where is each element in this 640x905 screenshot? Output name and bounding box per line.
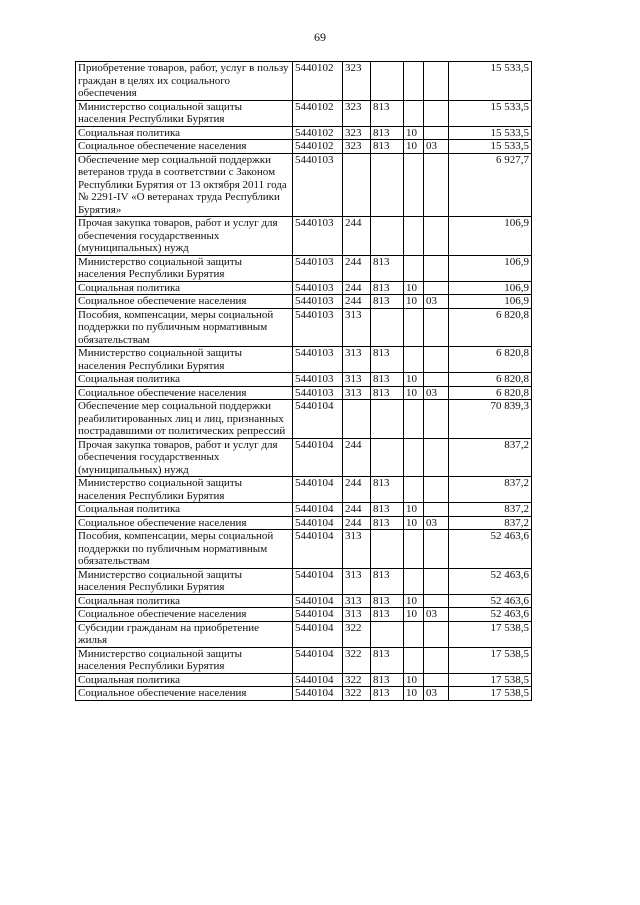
- subsection-cell: [424, 217, 449, 256]
- administrator-cell: 813: [371, 100, 404, 126]
- amount-cell: 70 839,3: [449, 400, 532, 439]
- administrator-cell: 813: [371, 477, 404, 503]
- administrator-cell: [371, 153, 404, 217]
- section-cell: 10: [404, 687, 424, 701]
- administrator-cell: 813: [371, 608, 404, 622]
- row-name-cell: Социальная политика: [76, 503, 293, 517]
- section-cell: 10: [404, 373, 424, 387]
- subsection-cell: [424, 673, 449, 687]
- target-article-cell: 5440103: [293, 295, 343, 309]
- administrator-cell: 813: [371, 347, 404, 373]
- subsection-cell: [424, 568, 449, 594]
- table-row: [76, 594, 532, 608]
- expense-type-cell: 323: [343, 100, 371, 126]
- target-article-cell: 5440103: [293, 281, 343, 295]
- target-article-cell: 5440104: [293, 647, 343, 673]
- amount-cell: 17 538,5: [449, 647, 532, 673]
- amount-cell: 6 820,8: [449, 373, 532, 387]
- section-cell: 10: [404, 126, 424, 140]
- amount-cell: 106,9: [449, 255, 532, 281]
- row-name-cell: Социальное обеспечение населения: [76, 140, 293, 154]
- table-row: [76, 477, 532, 503]
- table-row: [76, 503, 532, 517]
- amount-cell: 6 820,8: [449, 308, 532, 347]
- table-row: [76, 62, 532, 101]
- subsection-cell: [424, 594, 449, 608]
- target-article-cell: 5440102: [293, 126, 343, 140]
- row-name-cell: Социальное обеспечение населения: [76, 295, 293, 309]
- row-name-cell: Пособия, компенсации, меры социальной поддержки по публичным нормативным обязательствам: [76, 530, 293, 569]
- expense-type-cell: [343, 400, 371, 439]
- administrator-cell: [371, 308, 404, 347]
- target-article-cell: 5440103: [293, 217, 343, 256]
- section-cell: 10: [404, 673, 424, 687]
- subsection-cell: 03: [424, 295, 449, 309]
- amount-cell: 15 533,5: [449, 126, 532, 140]
- expense-type-cell: 313: [343, 347, 371, 373]
- section-cell: [404, 438, 424, 477]
- amount-cell: 837,2: [449, 516, 532, 530]
- expense-type-cell: 244: [343, 477, 371, 503]
- administrator-cell: [371, 438, 404, 477]
- section-cell: 10: [404, 503, 424, 517]
- amount-cell: 837,2: [449, 477, 532, 503]
- table-row: [76, 386, 532, 400]
- subsection-cell: [424, 503, 449, 517]
- target-article-cell: 5440102: [293, 62, 343, 101]
- row-name-cell: Обеспечение мер социальной поддержки ветеранов труда в соответствии с Законом Республики Бурятия от 13 октября 2011 года № 2291-IV «О ветеранах труда Республики Бурятия»: [76, 153, 293, 217]
- section-cell: [404, 308, 424, 347]
- target-article-cell: 5440103: [293, 255, 343, 281]
- table-row: [76, 308, 532, 347]
- target-article-cell: 5440104: [293, 594, 343, 608]
- administrator-cell: 813: [371, 386, 404, 400]
- expense-type-cell: 313: [343, 608, 371, 622]
- subsection-cell: [424, 530, 449, 569]
- administrator-cell: [371, 217, 404, 256]
- target-article-cell: 5440104: [293, 621, 343, 647]
- expense-type-cell: 322: [343, 621, 371, 647]
- section-cell: [404, 255, 424, 281]
- table-row: [76, 295, 532, 309]
- amount-cell: 52 463,6: [449, 530, 532, 569]
- table-row: [76, 400, 532, 439]
- subsection-cell: [424, 255, 449, 281]
- administrator-cell: 813: [371, 503, 404, 517]
- section-cell: 10: [404, 386, 424, 400]
- expense-type-cell: 244: [343, 295, 371, 309]
- subsection-cell: [424, 100, 449, 126]
- table-row: [76, 647, 532, 673]
- administrator-cell: 813: [371, 687, 404, 701]
- row-name-cell: Субсидии гражданам на приобретение жилья: [76, 621, 293, 647]
- target-article-cell: 5440104: [293, 438, 343, 477]
- section-cell: 10: [404, 281, 424, 295]
- section-cell: 10: [404, 594, 424, 608]
- table-row: [76, 255, 532, 281]
- amount-cell: 52 463,6: [449, 594, 532, 608]
- amount-cell: 106,9: [449, 281, 532, 295]
- row-name-cell: Прочая закупка товаров, работ и услуг для обеспечения государственных (муниципальных) нужд: [76, 217, 293, 256]
- row-name-cell: Социальное обеспечение населения: [76, 608, 293, 622]
- amount-cell: 6 927,7: [449, 153, 532, 217]
- expense-type-cell: 322: [343, 687, 371, 701]
- subsection-cell: [424, 347, 449, 373]
- target-article-cell: 5440104: [293, 477, 343, 503]
- administrator-cell: [371, 530, 404, 569]
- section-cell: [404, 400, 424, 439]
- row-name-cell: Министерство социальной защиты населения Республики Бурятия: [76, 100, 293, 126]
- section-cell: [404, 568, 424, 594]
- target-article-cell: 5440104: [293, 608, 343, 622]
- target-article-cell: 5440103: [293, 308, 343, 347]
- expense-type-cell: 244: [343, 255, 371, 281]
- subsection-cell: [424, 621, 449, 647]
- expense-type-cell: 313: [343, 373, 371, 387]
- expense-type-cell: 244: [343, 503, 371, 517]
- target-article-cell: 5440104: [293, 673, 343, 687]
- row-name-cell: Социальная политика: [76, 673, 293, 687]
- amount-cell: 52 463,6: [449, 568, 532, 594]
- amount-cell: 52 463,6: [449, 608, 532, 622]
- administrator-cell: 813: [371, 373, 404, 387]
- subsection-cell: 03: [424, 386, 449, 400]
- subsection-cell: 03: [424, 608, 449, 622]
- amount-cell: 15 533,5: [449, 140, 532, 154]
- section-cell: [404, 347, 424, 373]
- administrator-cell: 813: [371, 516, 404, 530]
- table-row: [76, 568, 532, 594]
- row-name-cell: Социальное обеспечение населения: [76, 516, 293, 530]
- row-name-cell: Министерство социальной защиты населения Республики Бурятия: [76, 477, 293, 503]
- administrator-cell: 813: [371, 568, 404, 594]
- amount-cell: 106,9: [449, 295, 532, 309]
- subsection-cell: [424, 308, 449, 347]
- target-article-cell: 5440104: [293, 516, 343, 530]
- subsection-cell: [424, 438, 449, 477]
- subsection-cell: [424, 126, 449, 140]
- amount-cell: 17 538,5: [449, 687, 532, 701]
- row-name-cell: Министерство социальной защиты населения Республики Бурятия: [76, 255, 293, 281]
- table-row: [76, 217, 532, 256]
- table-row: [76, 140, 532, 154]
- amount-cell: 837,2: [449, 438, 532, 477]
- section-cell: [404, 477, 424, 503]
- row-name-cell: Социальная политика: [76, 126, 293, 140]
- page-number: 69: [314, 30, 326, 44]
- row-name-cell: Социальная политика: [76, 594, 293, 608]
- amount-cell: 15 533,5: [449, 100, 532, 126]
- table-row: [76, 608, 532, 622]
- section-cell: [404, 153, 424, 217]
- row-name-cell: Министерство социальной защиты населения Республики Бурятия: [76, 347, 293, 373]
- expense-type-cell: 244: [343, 217, 371, 256]
- target-article-cell: 5440103: [293, 373, 343, 387]
- administrator-cell: 813: [371, 126, 404, 140]
- administrator-cell: 813: [371, 673, 404, 687]
- subsection-cell: [424, 373, 449, 387]
- administrator-cell: [371, 400, 404, 439]
- budget-table: [75, 61, 532, 701]
- row-name-cell: Социальная политика: [76, 373, 293, 387]
- row-name-cell: Социальная политика: [76, 281, 293, 295]
- amount-cell: 837,2: [449, 503, 532, 517]
- table-row: [76, 687, 532, 701]
- subsection-cell: [424, 281, 449, 295]
- section-cell: [404, 647, 424, 673]
- section-cell: [404, 217, 424, 256]
- section-cell: [404, 62, 424, 101]
- section-cell: 10: [404, 516, 424, 530]
- table-row: [76, 373, 532, 387]
- subsection-cell: [424, 647, 449, 673]
- row-name-cell: Приобретение товаров, работ, услуг в пользу граждан в целях их социального обеспечения: [76, 62, 293, 101]
- amount-cell: 106,9: [449, 217, 532, 256]
- table-row: [76, 438, 532, 477]
- section-cell: [404, 530, 424, 569]
- target-article-cell: 5440104: [293, 503, 343, 517]
- subsection-cell: [424, 477, 449, 503]
- row-name-cell: Социальное обеспечение населения: [76, 687, 293, 701]
- table-row: [76, 621, 532, 647]
- row-name-cell: Обеспечение мер социальной поддержки реабилитированных лиц и лиц, признанных пострадавшими от политических репрессий: [76, 400, 293, 439]
- row-name-cell: Прочая закупка товаров, работ и услуг для обеспечения государственных (муниципальных) нужд: [76, 438, 293, 477]
- target-article-cell: 5440104: [293, 530, 343, 569]
- target-article-cell: 5440103: [293, 386, 343, 400]
- row-name-cell: Пособия, компенсации, меры социальной поддержки по публичным нормативным обязательствам: [76, 308, 293, 347]
- expense-type-cell: 322: [343, 647, 371, 673]
- expense-type-cell: 244: [343, 516, 371, 530]
- amount-cell: 17 538,5: [449, 673, 532, 687]
- section-cell: 10: [404, 140, 424, 154]
- target-article-cell: 5440102: [293, 100, 343, 126]
- expense-type-cell: 313: [343, 530, 371, 569]
- row-name-cell: Социальное обеспечение населения: [76, 386, 293, 400]
- target-article-cell: 5440102: [293, 140, 343, 154]
- budget-table-body: [76, 62, 532, 701]
- administrator-cell: 813: [371, 255, 404, 281]
- section-cell: [404, 100, 424, 126]
- administrator-cell: 813: [371, 281, 404, 295]
- row-name-cell: Министерство социальной защиты населения Республики Бурятия: [76, 647, 293, 673]
- administrator-cell: 813: [371, 647, 404, 673]
- amount-cell: 6 820,8: [449, 347, 532, 373]
- table-row: [76, 100, 532, 126]
- expense-type-cell: 313: [343, 568, 371, 594]
- administrator-cell: [371, 62, 404, 101]
- administrator-cell: [371, 621, 404, 647]
- subsection-cell: 03: [424, 687, 449, 701]
- administrator-cell: 813: [371, 295, 404, 309]
- target-article-cell: 5440103: [293, 153, 343, 217]
- table-row: [76, 347, 532, 373]
- section-cell: [404, 621, 424, 647]
- expense-type-cell: 323: [343, 126, 371, 140]
- table-row: [76, 530, 532, 569]
- amount-cell: 6 820,8: [449, 386, 532, 400]
- table-row: [76, 153, 532, 217]
- target-article-cell: 5440103: [293, 347, 343, 373]
- section-cell: 10: [404, 608, 424, 622]
- expense-type-cell: 323: [343, 140, 371, 154]
- subsection-cell: 03: [424, 516, 449, 530]
- target-article-cell: 5440104: [293, 687, 343, 701]
- expense-type-cell: 313: [343, 386, 371, 400]
- row-name-cell: Министерство социальной защиты населения Республики Бурятия: [76, 568, 293, 594]
- expense-type-cell: 322: [343, 673, 371, 687]
- table-row: [76, 516, 532, 530]
- subsection-cell: [424, 62, 449, 101]
- amount-cell: 17 538,5: [449, 621, 532, 647]
- table-row: [76, 673, 532, 687]
- expense-type-cell: 313: [343, 308, 371, 347]
- expense-type-cell: [343, 153, 371, 217]
- expense-type-cell: 244: [343, 438, 371, 477]
- subsection-cell: [424, 153, 449, 217]
- administrator-cell: 813: [371, 594, 404, 608]
- subsection-cell: [424, 400, 449, 439]
- expense-type-cell: 323: [343, 62, 371, 101]
- table-row: [76, 281, 532, 295]
- section-cell: 10: [404, 295, 424, 309]
- administrator-cell: 813: [371, 140, 404, 154]
- expense-type-cell: 313: [343, 594, 371, 608]
- expense-type-cell: 244: [343, 281, 371, 295]
- subsection-cell: 03: [424, 140, 449, 154]
- table-row: [76, 126, 532, 140]
- amount-cell: 15 533,5: [449, 62, 532, 101]
- target-article-cell: 5440104: [293, 400, 343, 439]
- target-article-cell: 5440104: [293, 568, 343, 594]
